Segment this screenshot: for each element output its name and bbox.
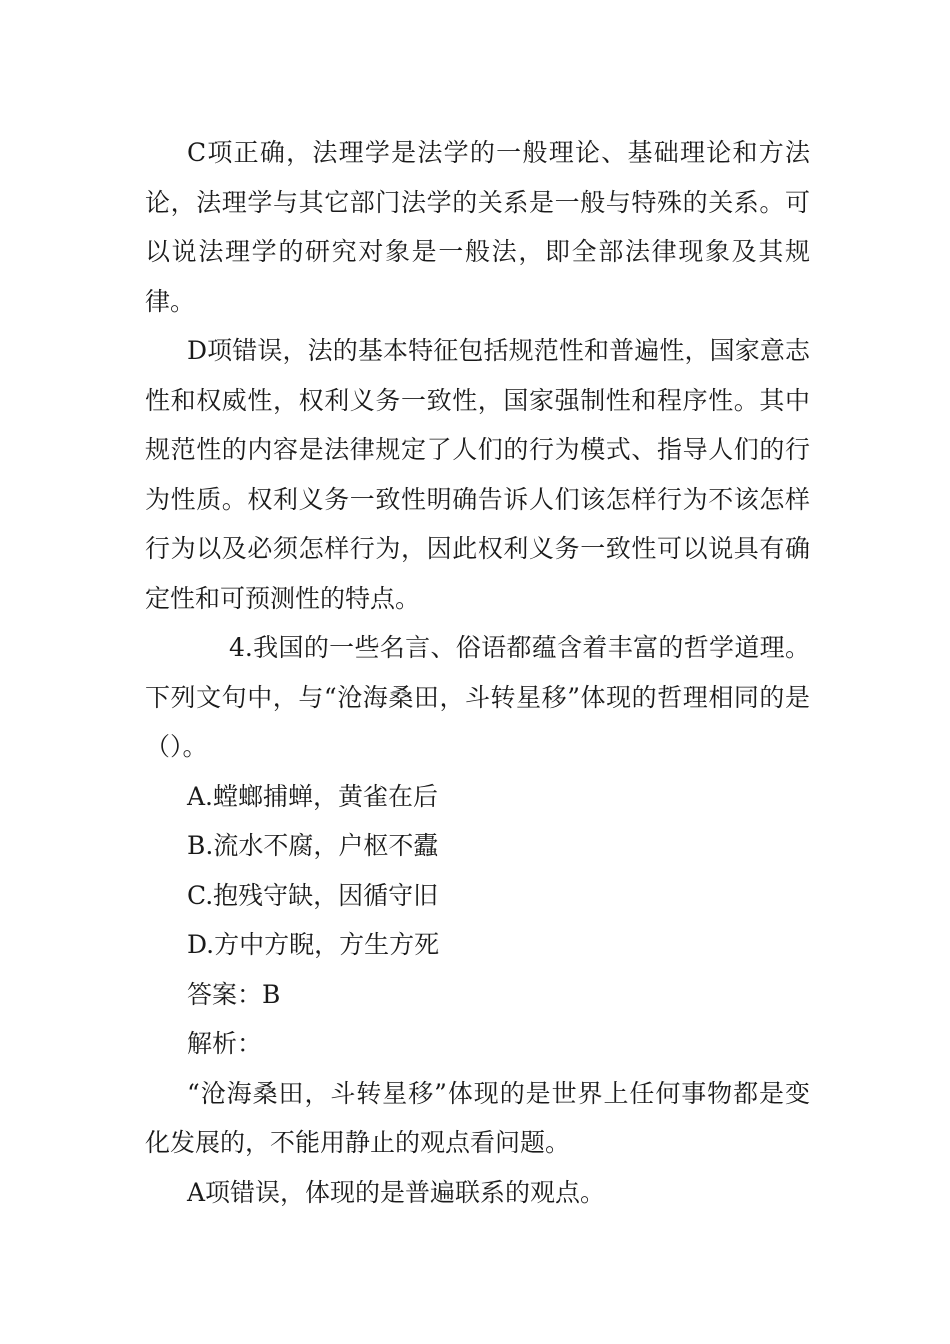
document-page <box>145 128 810 1217</box>
paragraph-d-analysis: D项错误，法的基本特征包括规范性和普遍性，国家意志性和权威性，权利义务一致性，国家强制性和程序性。其中规范性的内容是法律规定了人们的行为模式、指导人们的行为性质。权利义务一致性明确告诉人们该怎样行为不该怎样行为以及必须怎样行为，因此权利义务一致性可以说具有确定性和可预测性的特点。 <box>145 336 810 613</box>
analysis-body: “沧海桑田，斗转星移”体现的是世界上任何事物都是变化发展的，不能用静止的观点看问题。 <box>145 1078 810 1157</box>
question-4: 4.我国的一些名言、俗语都蕴含着丰富的哲学道理。下列文句中，与“沧海桑田，斗转星移”体现的哲理相同的是（）。 <box>145 633 810 761</box>
analysis-label: 解析： <box>187 1029 263 1058</box>
option-b: B.流水不腐，户枢不蠹 <box>187 831 439 860</box>
option-c: C.抱残守缺，因循守旧 <box>187 880 439 910</box>
paragraph-c-analysis: C项正确，法理学是法学的一般理论、基础理论和方法论，法理学与其它部门法学的关系是一般与特殊的关系。可以说法理学的研究对象是一般法，即全部法律现象及其规律。 <box>145 138 810 316</box>
option-a: A.螳螂捕蝉，黄雀在后 <box>187 781 439 811</box>
paragraph-a-analysis: A项错误，体现的是普遍联系的观点。 <box>187 1177 606 1207</box>
answer-line: 答案：B <box>187 979 281 1009</box>
option-d: D.方中方睨，方生方死 <box>187 930 440 959</box>
